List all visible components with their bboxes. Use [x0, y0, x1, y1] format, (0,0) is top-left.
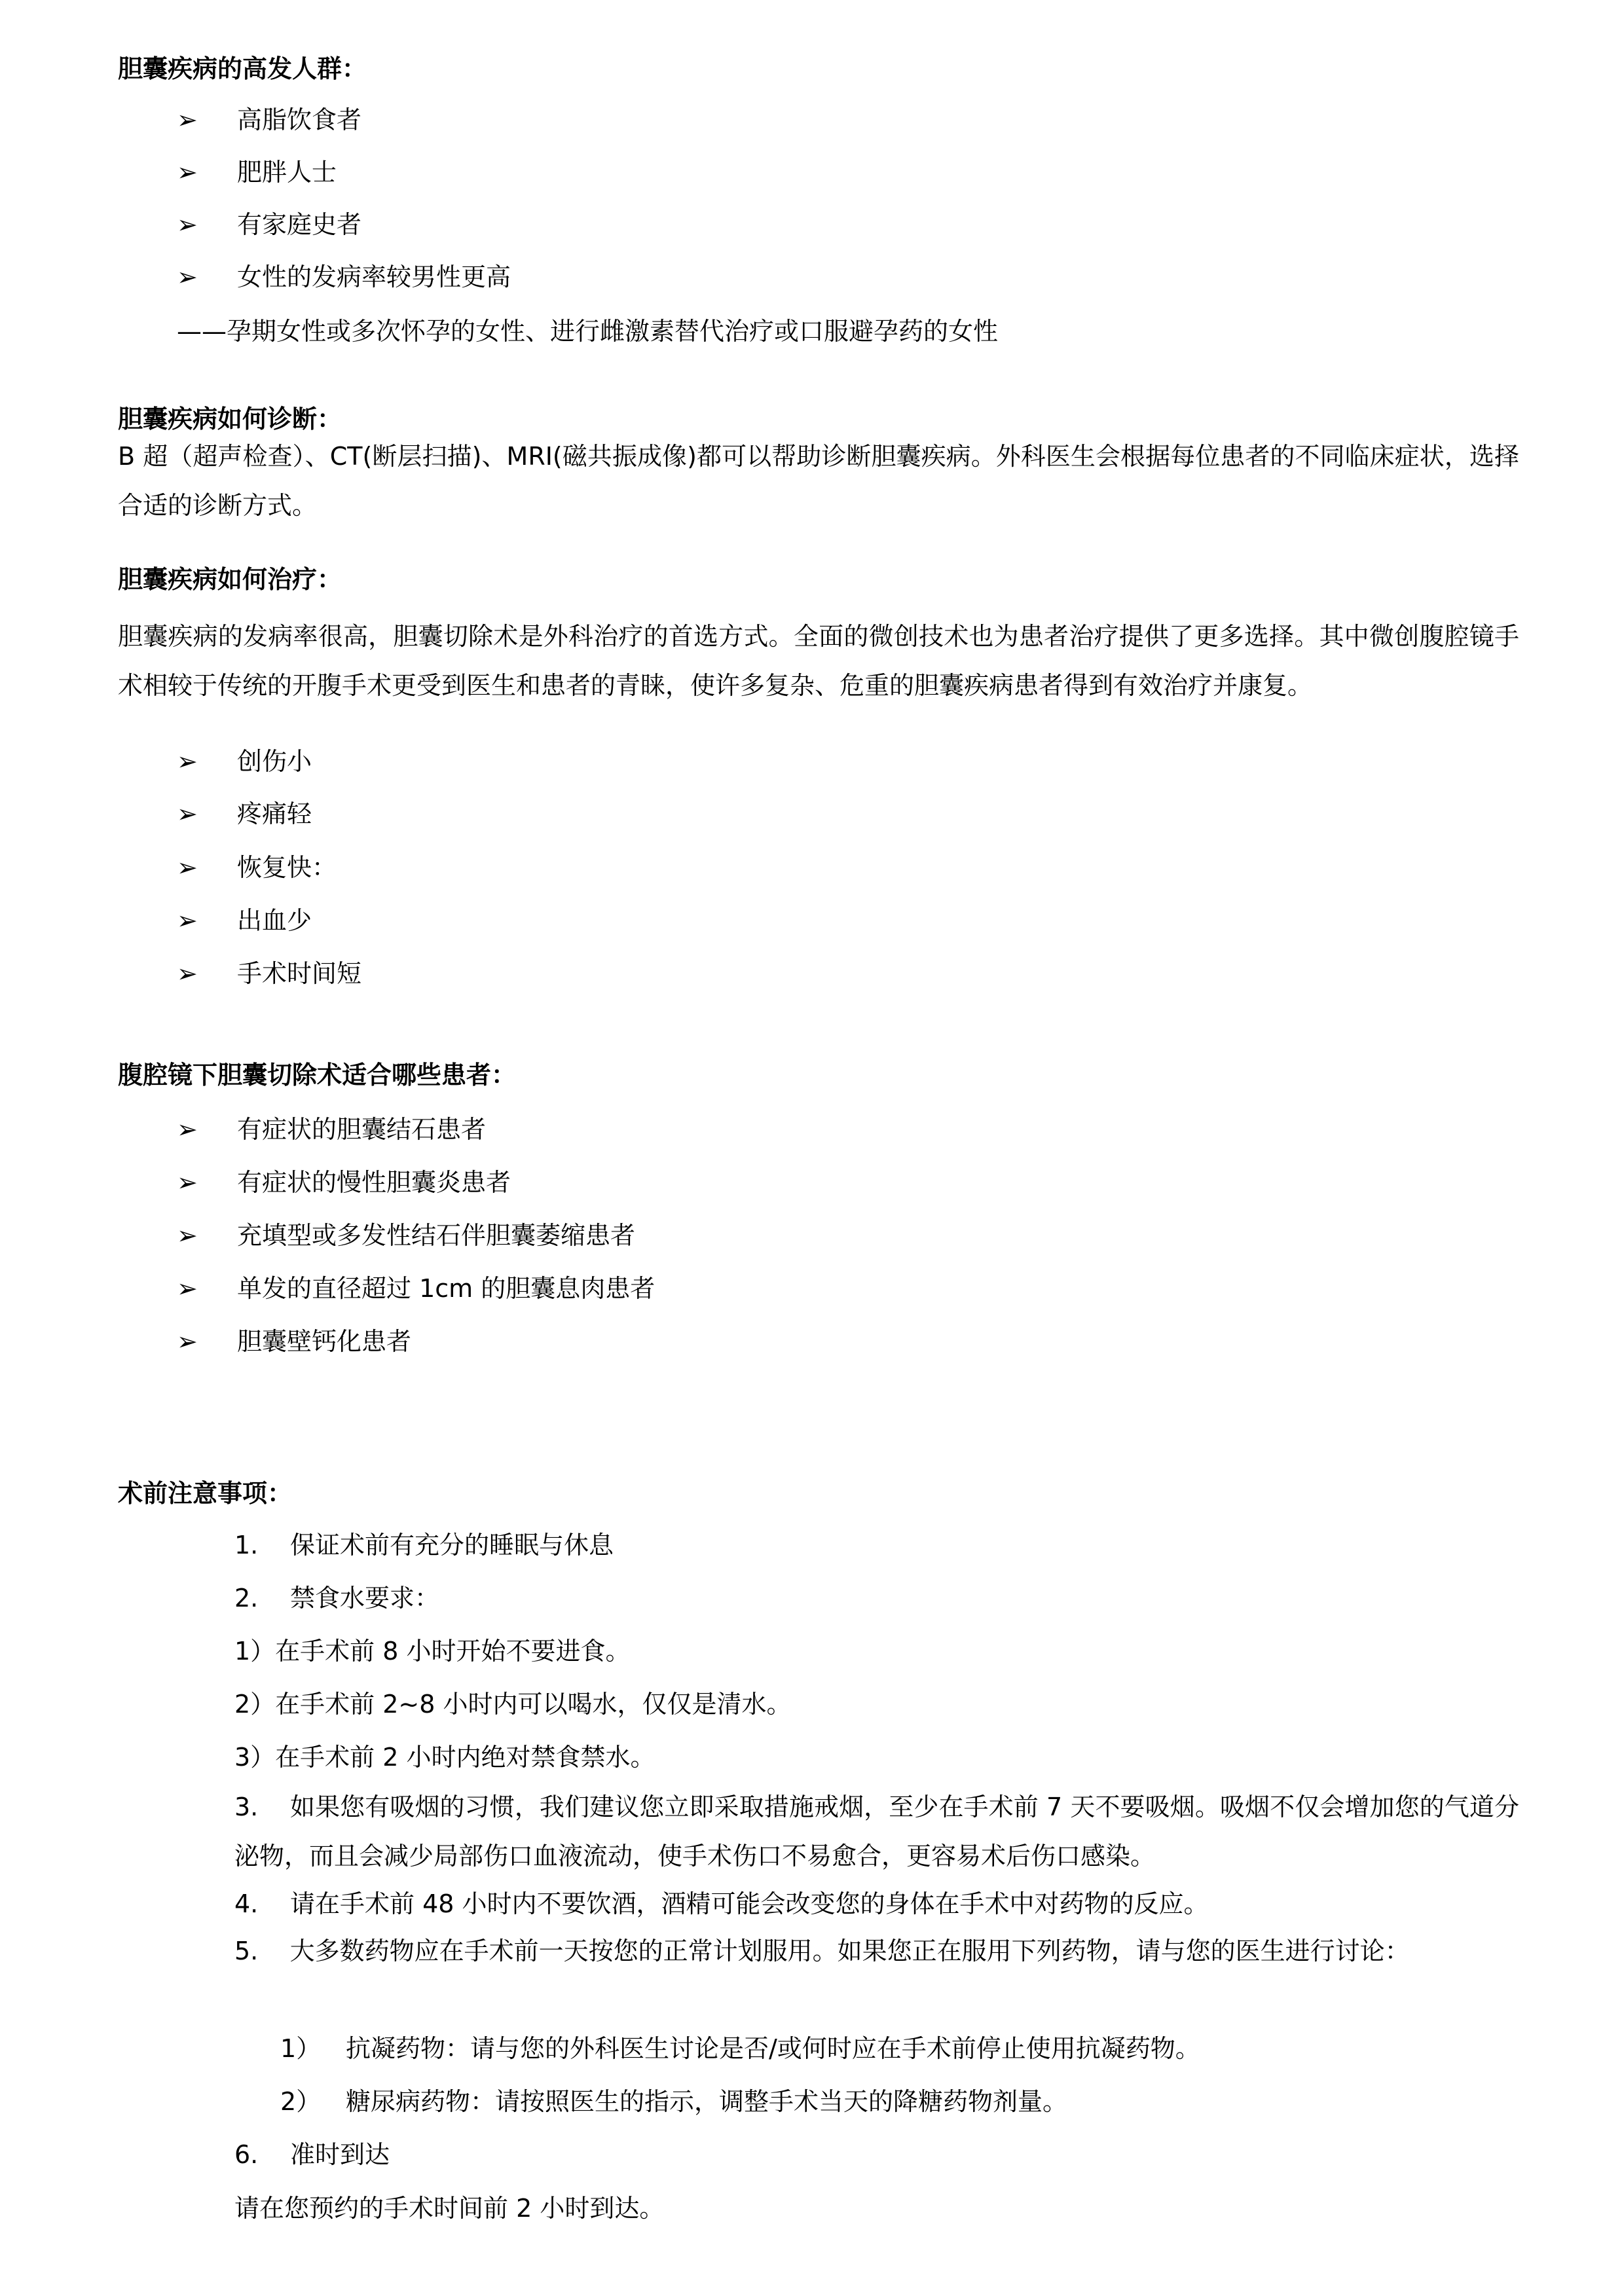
list-item: [177, 1164, 511, 1201]
suitable-heading: 腹腔镜下胆囊切除术适合哪些患者：: [118, 1061, 517, 1089]
list-item: [177, 795, 312, 832]
list-item: [177, 1270, 655, 1307]
item-text: 抗凝药物：请与您的外科医生讨论是否/或何时应在手术前停止使用抗凝药物。: [346, 2034, 1200, 2063]
arrow-bullet-icon: ➢: [177, 1327, 198, 1356]
item-number: 2.: [234, 1584, 259, 1613]
numbered-item: [234, 1527, 614, 1563]
list-item: [177, 206, 361, 243]
list-item: [177, 101, 361, 138]
list-item-text: 胆囊壁钙化患者: [237, 1327, 412, 1356]
numbered-item: [234, 1783, 1519, 1881]
list-item-text: 女性的发病率较男性更高: [237, 263, 511, 291]
list-item: [177, 1323, 411, 1360]
list-item: [177, 902, 312, 939]
list-item-text: 有症状的胆囊结石患者: [237, 1115, 487, 1144]
item-text: 准时到达: [290, 2140, 390, 2169]
item-text: 糖尿病药物：请按照医生的指示，调整手术当天的降糖药物剂量。: [346, 2087, 1068, 2116]
arrow-bullet-icon: ➢: [177, 105, 198, 134]
numbered-item: [234, 1927, 1519, 1976]
numbered-item: [234, 1580, 439, 1616]
list-item-text: 手术时间短: [237, 959, 362, 988]
medication-item: [280, 2030, 1200, 2067]
arrow-bullet-icon: ➢: [177, 747, 198, 776]
arrow-bullet-icon: ➢: [177, 1115, 198, 1144]
treatment-paragraph: 胆囊疾病的发病率很高，胆囊切除术是外科治疗的首选方式。全面的微创技术也为患者治疗提供了更多选择。其中微创腹腔镜手术相较于传统的开腹手术更受到医生和患者的青睐，使许多复杂、危重的胆囊疾病患者得到有效治疗并康复。: [118, 622, 1519, 700]
diagnosis-paragraph: B 超（超声检查）、CT(断层扫描)、MRI(磁共振成像)都可以帮助诊断胆囊疾病。外科医生会根据每位患者的不同临床症状，选择合适的诊断方式。: [118, 442, 1519, 520]
numbered-item: [234, 1886, 1209, 1922]
item-number: 1.: [234, 1531, 259, 1559]
arrow-bullet-icon: ➢: [177, 853, 198, 882]
arrow-bullet-icon: ➢: [177, 1168, 198, 1197]
list-item-text: 单发的直径超过 1cm 的胆囊息肉患者: [237, 1274, 655, 1303]
list-item-text: 有症状的慢性胆囊炎患者: [237, 1168, 511, 1197]
list-item-text: 肥胖人士: [237, 158, 337, 187]
list-item: [177, 154, 337, 191]
arrow-bullet-icon: ➢: [177, 906, 198, 935]
list-item-text: 创伤小: [237, 747, 312, 776]
list-item: [177, 259, 511, 295]
list-item-text: 有家庭史者: [237, 210, 362, 239]
item-text: 保证术前有充分的睡眠与休息: [290, 1531, 614, 1559]
item-number: 1）: [280, 2034, 322, 2063]
list-item: [177, 849, 337, 886]
list-item: [177, 743, 312, 780]
arrow-bullet-icon: ➢: [177, 158, 198, 187]
numbered-item: [234, 2136, 390, 2173]
item-number: 3.: [234, 1793, 259, 1821]
medication-item: [280, 2083, 1067, 2120]
item-text: 如果您有吸烟的习惯，我们建议您立即采取措施戒烟，至少在手术前 7 天不要吸烟。吸烟不仅会增加您的气道分泌物，而且会减少局部伤口血液流动，使手术伤口不易愈合，更容易术后伤口感染。: [234, 1793, 1519, 1870]
fasting-rule: 2）在手术前 2~8 小时内可以喝水，仅仅是清水。: [234, 1690, 792, 1719]
high-risk-heading: 胆囊疾病的高发人群：: [118, 54, 367, 83]
item-number: 5.: [234, 1937, 259, 1965]
treatment-heading: 胆囊疾病如何治疗：: [118, 565, 342, 594]
fasting-rule: 1）在手术前 8 小时开始不要进食。: [234, 1637, 631, 1666]
list-item: [177, 955, 361, 992]
diagnosis-heading: 胆囊疾病如何诊断：: [118, 405, 342, 433]
list-item: [177, 1111, 486, 1148]
list-item-text: 高脂饮食者: [237, 105, 362, 134]
item-text: 禁食水要求：: [290, 1584, 440, 1613]
list-item-text: 恢复快：: [237, 853, 337, 882]
list-item-text: 出血少: [237, 906, 312, 935]
arrow-bullet-icon: ➢: [177, 210, 198, 239]
list-item-text: 疼痛轻: [237, 799, 312, 828]
preop-heading: 术前注意事项：: [118, 1479, 293, 1508]
arrival-note: 请在您预约的手术时间前 2 小时到达。: [234, 2194, 665, 2223]
item-text: 大多数药物应在手术前一天按您的正常计划服用。如果您正在服用下列药物，请与您的医生进行讨论：: [289, 1937, 1410, 1965]
arrow-bullet-icon: ➢: [177, 1221, 198, 1250]
item-text: 请在手术前 48 小时内不要饮酒，酒精可能会改变您的身体在手术中对药物的反应。: [290, 1889, 1209, 1918]
item-number: 4.: [234, 1889, 259, 1918]
item-number: 2）: [280, 2087, 322, 2116]
arrow-bullet-icon: ➢: [177, 799, 198, 828]
arrow-bullet-icon: ➢: [177, 263, 198, 291]
high-risk-note: ——孕期女性或多次怀孕的女性、进行雌激素替代治疗或口服避孕药的女性: [177, 317, 999, 346]
arrow-bullet-icon: ➢: [177, 959, 198, 988]
list-item: [177, 1217, 635, 1254]
item-number: 6.: [234, 2140, 259, 2169]
arrow-bullet-icon: ➢: [177, 1274, 198, 1303]
list-item-text: 充填型或多发性结石伴胆囊萎缩患者: [237, 1221, 636, 1250]
fasting-rule: 3）在手术前 2 小时内绝对禁食禁水。: [234, 1743, 655, 1772]
